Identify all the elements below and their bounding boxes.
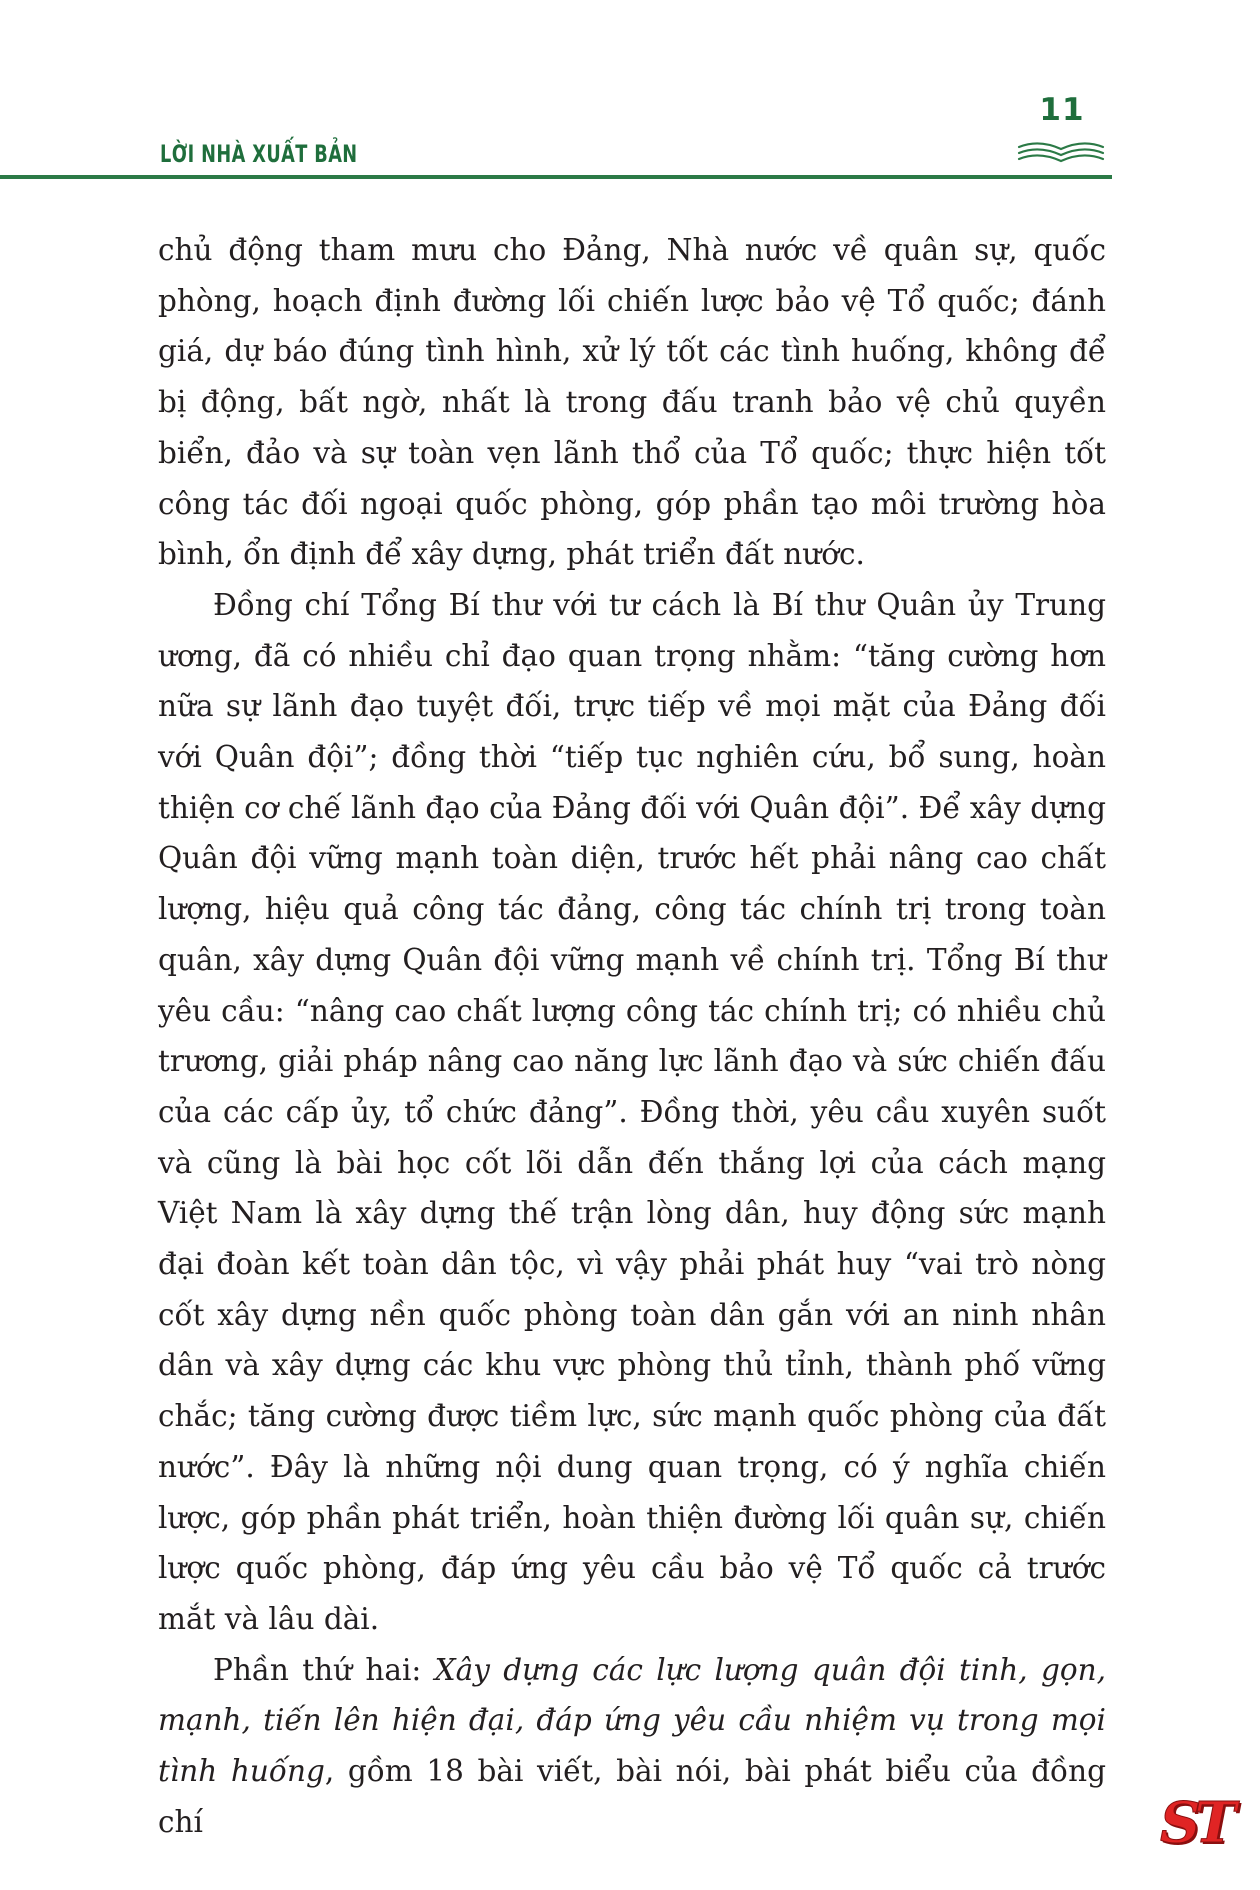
paragraph-1: chủ động tham mưu cho Đảng, Nhà nước về quân sự, quốc phòng, hoạch định đường lối chiến lược bảo vệ Tổ quốc; đánh giá, dự báo đúng tình hình, xử lý tốt các tình huống, không để bị động, bất ngờ, nhất là trong đấu tranh bảo vệ chủ quyền biển, đảo và sự toàn vẹn lãnh thổ của Tổ quốc; thực hiện tốt công tác đối ngoại quốc phòng, góp phần tạo môi trường hòa bình, ổn định để xây dựng, phát triển đất nước. xyxy=(158,233,1106,572)
paragraph-3-lead: Phần thứ hai: xyxy=(213,1652,435,1687)
paragraph-3-italic-title: Xây dựng các lực lượng quân đội tinh, gọn, mạnh, tiến lên hiện đại, đáp ứng yêu cầu nhiệm vụ trong mọi tình huống xyxy=(158,1652,1106,1789)
running-head-title: LỜI NHÀ XUẤT BẢN xyxy=(160,140,358,168)
publisher-logo: ST xyxy=(1160,1790,1231,1856)
page-number: 11 xyxy=(1039,92,1085,128)
paragraph-3 xyxy=(158,1645,1106,1848)
header-rule xyxy=(0,175,1112,179)
paragraph-2: Đồng chí Tổng Bí thư với tư cách là Bí thư Quân ủy Trung ương, đã có nhiều chỉ đạo quan trọng nhằm: “tăng cường hơn nữa sự lãnh đạo tuyệt đối, trực tiếp về mọi mặt của Đảng đối với Quân đội”; đồng thời “tiếp tục nghiên cứu, bổ sung, hoàn thiện cơ chế lãnh đạo của Đảng đối với Quân đội”. Để xây dựng Quân đội vững mạnh toàn diện, trước hết phải nâng cao chất lượng, hiệu quả công tác đảng, công tác chính trị trong toàn quân, xây dựng Quân đội vững mạnh về chính trị. Tổng Bí thư yêu cầu: “nâng cao chất lượng công tác chính trị; có nhiều chủ trương, giải pháp nâng cao năng lực lãnh đạo và sức chiến đấu của các cấp ủy, tổ chức đảng”. Đồng thời, yêu cầu xuyên suốt và cũng là bài học cốt lõi dẫn đến thắng lợi của cách mạng Việt Nam là xây dựng thế trận lòng dân, huy động sức mạnh đại đoàn kết toàn dân tộc, vì vậy phải phát huy “vai trò nòng cốt xây dựng nền quốc phòng toàn dân gắn với an ninh nhân dân và xây dựng các khu vực phòng thủ tỉnh, thành phố vững chắc; tăng cường được tiềm lực, sức mạnh quốc phòng của đất nước”. Đây là những nội dung quan trọng, có ý nghĩa chiến lược, góp phần phát triển, hoàn thiện đường lối quân sự, chiến lược quốc phòng, đáp ứng yêu cầu bảo vệ Tổ quốc cả trước mắt và lâu dài. xyxy=(158,587,1106,1636)
body-text xyxy=(158,225,1106,1848)
open-book-icon xyxy=(1015,137,1107,165)
paragraph-3-tail: , gồm 18 bài viết, bài nói, bài phát biểu của đồng chí xyxy=(158,1754,1106,1839)
